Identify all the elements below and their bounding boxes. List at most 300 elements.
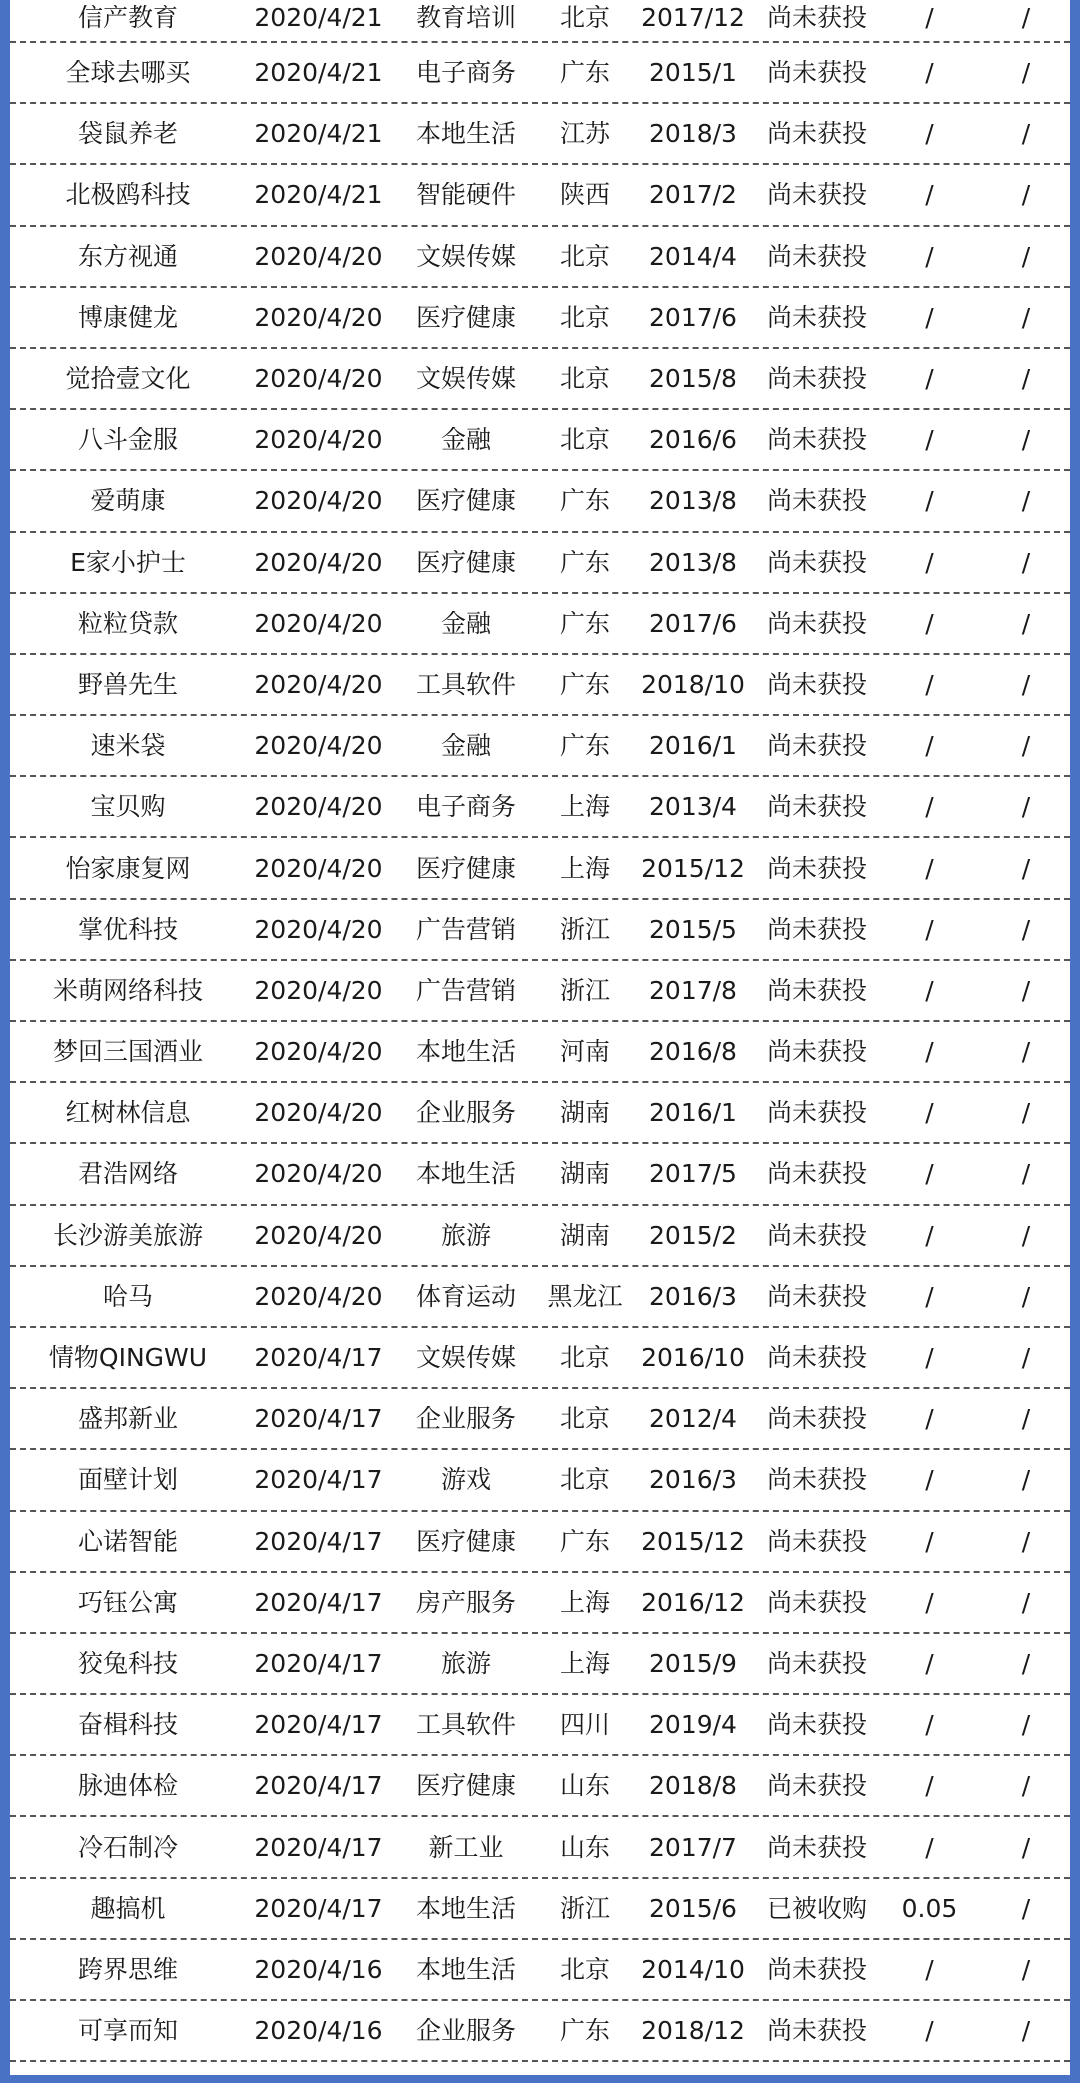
industry-cell: 工具软件 [415,1712,516,1738]
date-cell: 2020/4/17 [254,1895,383,1921]
table-row [10,165,1070,226]
table-row [10,410,1070,471]
founded-cell: 2014/4 [649,243,737,269]
region-cell: 湖南 [559,1161,610,1187]
company-name-cell: 可享而知 [77,2018,178,2044]
region-cell: 广东 [559,733,610,759]
amount-cell: / [925,671,934,697]
table-row [10,777,1070,838]
industry-cell: 金融 [440,733,491,759]
founded-cell: 2018/3 [649,121,737,147]
date-cell: 2020/4/17 [254,1834,383,1860]
date-cell: 2020/4/20 [254,488,383,514]
amount-cell: / [925,1650,934,1676]
company-name-cell: 粒粒贷款 [77,610,178,636]
company-name-cell: 狡兔科技 [77,1650,178,1676]
industry-cell: 文娱传媒 [415,243,516,269]
company-name-cell: 野兽先生 [77,671,178,697]
region-cell: 北京 [559,427,610,453]
status-cell: 尚未获投 [766,1345,867,1371]
region-cell: 湖南 [559,1100,610,1126]
date-cell: 2020/4/20 [254,549,383,575]
amount-cell: / [925,2018,934,2044]
company-name-cell: 怡家康复网 [65,855,191,881]
region-cell: 湖南 [559,1222,610,1248]
company-name-cell: 跨界思维 [77,1956,178,1982]
status-cell: 尚未获投 [766,1834,867,1860]
table-row [10,227,1070,288]
amount-cell: / [925,855,934,881]
date-cell: 2020/4/20 [254,243,383,269]
valuation-cell: / [1021,1039,1031,1065]
date-cell: 2020/4/20 [254,1222,383,1248]
status-cell: 尚未获投 [766,1467,867,1493]
status-cell: 尚未获投 [766,1283,867,1309]
founded-cell: 2017/2 [649,182,737,208]
region-cell: 黑龙江 [547,1283,623,1309]
amount-cell: / [925,304,934,330]
date-cell: 2020/4/17 [254,1467,383,1493]
valuation-cell: / [1021,366,1031,392]
valuation-cell: / [1021,182,1031,208]
industry-cell: 游戏 [440,1467,491,1493]
table-row [10,1756,1070,1817]
table-row [10,1695,1070,1756]
amount-cell: / [925,1834,934,1860]
table-row [10,1450,1070,1511]
status-cell: 已被收购 [766,1895,867,1921]
status-cell: 尚未获投 [766,182,867,208]
date-cell: 2020/4/20 [254,366,383,392]
table-row [10,43,1070,104]
founded-cell: 2016/1 [649,733,737,759]
company-name-cell: 博康健龙 [77,304,178,330]
date-cell: 2020/4/20 [254,977,383,1003]
status-cell: 尚未获投 [766,60,867,86]
region-cell: 江苏 [559,121,610,147]
industry-cell: 本地生活 [415,1161,516,1187]
amount-cell: / [925,1345,934,1371]
date-cell: 2020/4/20 [254,610,383,636]
founded-cell: 2018/10 [641,671,745,697]
founded-cell: 2018/12 [641,2018,745,2044]
industry-cell: 医疗健康 [415,1528,516,1554]
status-cell: 尚未获投 [766,1222,867,1248]
valuation-cell: / [1021,304,1031,330]
status-cell: 尚未获投 [766,121,867,147]
amount-cell: / [925,1773,934,1799]
region-cell: 广东 [559,671,610,697]
company-name-cell: 君浩网络 [77,1161,178,1187]
valuation-cell: / [1021,916,1031,942]
status-cell: 尚未获投 [766,5,867,30]
industry-cell: 智能硬件 [415,182,516,208]
table-row [10,838,1070,899]
status-cell: 尚未获投 [766,855,867,881]
region-cell: 广东 [559,1528,610,1554]
founded-cell: 2017/7 [649,1834,737,1860]
founded-cell: 2016/12 [641,1589,745,1615]
founded-cell: 2016/8 [649,1039,737,1065]
industry-cell: 新工业 [428,1834,504,1860]
region-cell: 北京 [559,1406,610,1432]
table-row [10,349,1070,410]
company-name-cell: 宝贝购 [90,794,166,820]
status-cell: 尚未获投 [766,1773,867,1799]
industry-cell: 教育培训 [415,5,516,30]
amount-cell: / [925,427,934,453]
valuation-cell: / [1021,610,1031,636]
valuation-cell: / [1021,1467,1031,1493]
table-row [10,716,1070,777]
amount-cell: / [925,488,934,514]
table-row [10,471,1070,532]
founded-cell: 2017/12 [641,5,745,30]
status-cell: 尚未获投 [766,304,867,330]
founded-cell: 2016/3 [649,1467,737,1493]
company-name-cell: 冷石制冷 [77,1834,178,1860]
company-name-cell: 心诺智能 [77,1528,178,1554]
date-cell: 2020/4/17 [254,1773,383,1799]
founded-cell: 2016/6 [649,427,737,453]
date-cell: 2020/4/20 [254,1161,383,1187]
company-name-cell: 东方视通 [77,243,178,269]
industry-cell: 电子商务 [415,794,516,820]
founded-cell: 2015/1 [649,60,737,86]
valuation-cell: / [1021,488,1031,514]
company-name-cell: 掌优科技 [77,916,178,942]
amount-cell: / [925,610,934,636]
status-cell: 尚未获投 [766,366,867,392]
table-row [10,1206,1070,1267]
industry-cell: 本地生活 [415,1039,516,1065]
status-cell: 尚未获投 [766,794,867,820]
region-cell: 北京 [559,366,610,392]
founded-cell: 2018/8 [649,1773,737,1799]
founded-cell: 2015/9 [649,1650,737,1676]
amount-cell: / [925,916,934,942]
status-cell: 尚未获投 [766,733,867,759]
industry-cell: 金融 [440,610,491,636]
amount-cell: / [925,1039,934,1065]
amount-cell: / [925,1222,934,1248]
status-cell: 尚未获投 [766,549,867,575]
company-name-cell: 红树林信息 [65,1100,191,1126]
amount-cell: / [925,243,934,269]
industry-cell: 文娱传媒 [415,366,516,392]
status-cell: 尚未获投 [766,2018,867,2044]
founded-cell: 2015/12 [641,855,745,881]
table-row [10,655,1070,716]
frame-bottom-edge [0,2075,1080,2083]
date-cell: 2020/4/17 [254,1528,383,1554]
table-row [10,533,1070,594]
date-cell: 2020/4/20 [254,1283,383,1309]
founded-cell: 2016/1 [649,1100,737,1126]
founded-cell: 2014/10 [641,1956,745,1982]
company-name-cell: 哈马 [102,1283,153,1309]
table-row [10,961,1070,1022]
region-cell: 上海 [559,1650,610,1676]
date-cell: 2020/4/16 [254,1956,383,1982]
founded-cell: 2013/8 [649,549,737,575]
status-cell: 尚未获投 [766,1589,867,1615]
founded-cell: 2017/8 [649,977,737,1003]
valuation-cell: / [1021,5,1031,30]
company-name-cell: 北极鸥科技 [65,182,191,208]
founded-cell: 2016/10 [641,1345,745,1371]
company-name-cell: 米萌网络科技 [52,977,203,1003]
amount-cell: 0.05 [901,1895,958,1921]
amount-cell: / [925,1406,934,1432]
valuation-cell: / [1021,1528,1031,1554]
industry-cell: 广告营销 [415,916,516,942]
amount-cell: / [925,1283,934,1309]
valuation-cell: / [1021,1956,1031,1982]
status-cell: 尚未获投 [766,1712,867,1738]
valuation-cell: / [1021,1100,1031,1126]
status-cell: 尚未获投 [766,1100,867,1126]
industry-cell: 本地生活 [415,1956,516,1982]
industry-cell: 房产服务 [415,1589,516,1615]
region-cell: 四川 [559,1712,610,1738]
table-row [10,1817,1070,1878]
region-cell: 北京 [559,304,610,330]
company-name-cell: 信产教育 [77,5,178,30]
table-row [10,1389,1070,1450]
region-cell: 北京 [559,1345,610,1371]
amount-cell: / [925,182,934,208]
amount-cell: / [925,1712,934,1738]
industry-cell: 电子商务 [415,60,516,86]
valuation-cell: / [1021,1345,1031,1371]
valuation-cell: / [1021,2018,1031,2044]
status-cell: 尚未获投 [766,916,867,942]
amount-cell: / [925,1589,934,1615]
industry-cell: 工具软件 [415,671,516,697]
amount-cell: / [925,1956,934,1982]
region-cell: 广东 [559,488,610,514]
region-cell: 北京 [559,1467,610,1493]
table-row [10,1144,1070,1205]
amount-cell: / [925,549,934,575]
company-name-cell: 面壁计划 [77,1467,178,1493]
date-cell: 2020/4/20 [254,733,383,759]
date-cell: 2020/4/20 [254,427,383,453]
status-cell: 尚未获投 [766,488,867,514]
region-cell: 浙江 [559,977,610,1003]
amount-cell: / [925,977,934,1003]
valuation-cell: / [1021,1895,1031,1921]
company-name-cell: 八斗金服 [77,427,178,453]
amount-cell: / [925,1528,934,1554]
founded-cell: 2015/12 [641,1528,745,1554]
company-name-cell: 长沙游美旅游 [52,1222,203,1248]
date-cell: 2020/4/16 [254,2018,383,2044]
valuation-cell: / [1021,243,1031,269]
date-cell: 2020/4/20 [254,304,383,330]
region-cell: 山东 [559,1773,610,1799]
valuation-cell: / [1021,671,1031,697]
company-name-cell: 梦回三国酒业 [52,1039,203,1065]
region-cell: 广东 [559,2018,610,2044]
table-row [10,1267,1070,1328]
region-cell: 广东 [559,60,610,86]
region-cell: 上海 [559,794,610,820]
founded-cell: 2019/4 [649,1712,737,1738]
table-row [10,1879,1070,1940]
table-row [10,1940,1070,2001]
date-cell: 2020/4/20 [254,671,383,697]
status-cell: 尚未获投 [766,1956,867,1982]
amount-cell: / [925,733,934,759]
region-cell: 陕西 [559,182,610,208]
region-cell: 北京 [559,5,610,30]
valuation-cell: / [1021,1773,1031,1799]
date-cell: 2020/4/20 [254,855,383,881]
date-cell: 2020/4/21 [254,121,383,147]
company-name-cell: 情物QINGWU [48,1345,208,1371]
industry-cell: 本地生活 [415,1895,516,1921]
valuation-cell: / [1021,1222,1031,1248]
company-name-cell: 奋楫科技 [77,1712,178,1738]
industry-cell: 本地生活 [415,121,516,147]
amount-cell: / [925,794,934,820]
date-cell: 2020/4/20 [254,794,383,820]
founded-cell: 2015/6 [649,1895,737,1921]
region-cell: 广东 [559,549,610,575]
region-cell: 上海 [559,855,610,881]
amount-cell: / [925,1100,934,1126]
valuation-cell: / [1021,733,1031,759]
table-row [10,2001,1070,2062]
region-cell: 浙江 [559,1895,610,1921]
founded-cell: 2015/2 [649,1222,737,1248]
status-cell: 尚未获投 [766,671,867,697]
valuation-cell: / [1021,1589,1031,1615]
industry-cell: 企业服务 [415,1406,516,1432]
table-row [10,900,1070,961]
status-cell: 尚未获投 [766,1528,867,1554]
amount-cell: / [925,366,934,392]
company-name-cell: 脉迪体检 [77,1773,178,1799]
valuation-cell: / [1021,1283,1031,1309]
industry-cell: 旅游 [440,1650,491,1676]
status-cell: 尚未获投 [766,1161,867,1187]
industry-cell: 旅游 [440,1222,491,1248]
table-row [10,0,1070,43]
table-row [10,288,1070,349]
valuation-cell: / [1021,1161,1031,1187]
date-cell: 2020/4/17 [254,1406,383,1432]
industry-cell: 体育运动 [415,1283,516,1309]
valuation-cell: / [1021,1650,1031,1676]
valuation-cell: / [1021,855,1031,881]
region-cell: 北京 [559,243,610,269]
founded-cell: 2017/5 [649,1161,737,1187]
region-cell: 山东 [559,1834,610,1860]
founded-cell: 2015/5 [649,916,737,942]
status-cell: 尚未获投 [766,977,867,1003]
status-cell: 尚未获投 [766,427,867,453]
company-name-cell: 全球去哪买 [65,60,191,86]
company-table [10,0,1070,2062]
date-cell: 2020/4/21 [254,5,383,30]
company-name-cell: 盛邦新业 [77,1406,178,1432]
founded-cell: 2017/6 [649,610,737,636]
industry-cell: 医疗健康 [415,1773,516,1799]
company-name-cell: 袋鼠养老 [77,121,178,147]
amount-cell: / [925,1161,934,1187]
company-name-cell: 趣搞机 [90,1895,166,1921]
valuation-cell: / [1021,549,1031,575]
date-cell: 2020/4/17 [254,1589,383,1615]
table-row [10,1634,1070,1695]
table-row [10,594,1070,655]
founded-cell: 2013/8 [649,488,737,514]
date-cell: 2020/4/17 [254,1650,383,1676]
industry-cell: 企业服务 [415,1100,516,1126]
industry-cell: 文娱传媒 [415,1345,516,1371]
date-cell: 2020/4/17 [254,1712,383,1738]
table-row [10,1573,1070,1634]
industry-cell: 医疗健康 [415,304,516,330]
region-cell: 浙江 [559,916,610,942]
amount-cell: / [925,60,934,86]
date-cell: 2020/4/20 [254,1100,383,1126]
table-row [10,1083,1070,1144]
table-row [10,1022,1070,1083]
industry-cell: 医疗健康 [415,488,516,514]
status-cell: 尚未获投 [766,1650,867,1676]
valuation-cell: / [1021,427,1031,453]
status-cell: 尚未获投 [766,1406,867,1432]
table-row [10,104,1070,165]
valuation-cell: / [1021,121,1031,147]
company-name-cell: 觉拾壹文化 [65,366,191,392]
industry-cell: 医疗健康 [415,549,516,575]
company-name-cell: 爱萌康 [90,488,166,514]
valuation-cell: / [1021,1712,1031,1738]
date-cell: 2020/4/17 [254,1345,383,1371]
table-row [10,1328,1070,1389]
valuation-cell: / [1021,1406,1031,1432]
region-cell: 广东 [559,610,610,636]
date-cell: 2020/4/20 [254,916,383,942]
founded-cell: 2015/8 [649,366,737,392]
status-cell: 尚未获投 [766,610,867,636]
industry-cell: 广告营销 [415,977,516,1003]
date-cell: 2020/4/21 [254,60,383,86]
founded-cell: 2016/3 [649,1283,737,1309]
valuation-cell: / [1021,1834,1031,1860]
valuation-cell: / [1021,60,1031,86]
company-name-cell: 巧钰公寓 [77,1589,178,1615]
founded-cell: 2013/4 [649,794,737,820]
table-row [10,1512,1070,1573]
status-cell: 尚未获投 [766,1039,867,1065]
amount-cell: / [925,121,934,147]
valuation-cell: / [1021,794,1031,820]
industry-cell: 金融 [440,427,491,453]
amount-cell: / [925,5,934,30]
company-name-cell: 速米袋 [90,733,166,759]
industry-cell: 医疗健康 [415,855,516,881]
valuation-cell: / [1021,977,1031,1003]
founded-cell: 2017/6 [649,304,737,330]
region-cell: 北京 [559,1956,610,1982]
company-name-cell: E家小护士 [70,549,186,575]
